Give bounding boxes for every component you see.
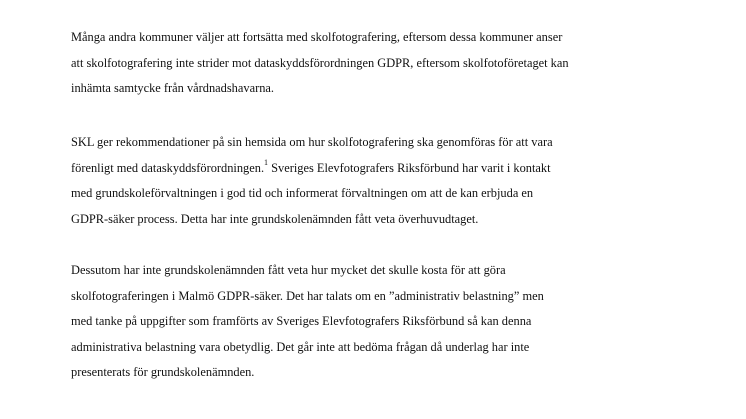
paragraph-cost-unknown: [71, 258, 711, 386]
text-line: med tanke på uppgifter som framförts av Sveriges Elevfotografers Riksförbund så kan denna: [71, 314, 532, 328]
text-line: inhämta samtycke från vårdnadshavarna.: [71, 81, 274, 95]
text-line: med grundskoleförvaltningen i god tid och informerat förvaltningen om att de kan erbjuda en: [71, 186, 534, 200]
footnote-reference[interactable]: 1: [264, 158, 269, 168]
text-line: Många andra kommuner väljer att fortsätta med skolfotografering, eftersom dessa kommuner anser: [71, 30, 563, 44]
text-line: presenterats för grundskolenämnden.: [71, 365, 255, 379]
text-line: SKL ger rekommendationer på sin hemsida om hur skolfotografering ska genomföras för att vara: [71, 135, 553, 149]
paragraph-other-municipalities: [71, 25, 711, 102]
text-segment: Sveriges Elevfotografers Riksförbund har varit i kontakt: [271, 160, 551, 175]
text-line: skolfotograferingen i Malmö GDPR-säker. Det har talats om en ”administrativ belastning” men: [71, 288, 544, 303]
paragraph-skl-recommendations: [71, 130, 711, 232]
text-line: GDPR-säker process. Detta har inte grundskolenämnden fått veta överhuvudtaget.: [71, 211, 479, 226]
text-line: administrativa belastning vara obetydlig. Det går inte att bedöma frågan då underlag har inte: [71, 339, 530, 354]
text-line: att skolfotografering inte strider mot dataskyddsförordningen GDPR, eftersom skolfotoföretaget kan: [71, 55, 569, 70]
text-line: Dessutom har inte grundskolenämnden fått veta hur mycket det skulle kosta för att göra: [71, 263, 506, 277]
text-line-with-footnote: [71, 156, 711, 182]
text-segment: förenligt med dataskyddsförordningen.: [71, 160, 265, 175]
